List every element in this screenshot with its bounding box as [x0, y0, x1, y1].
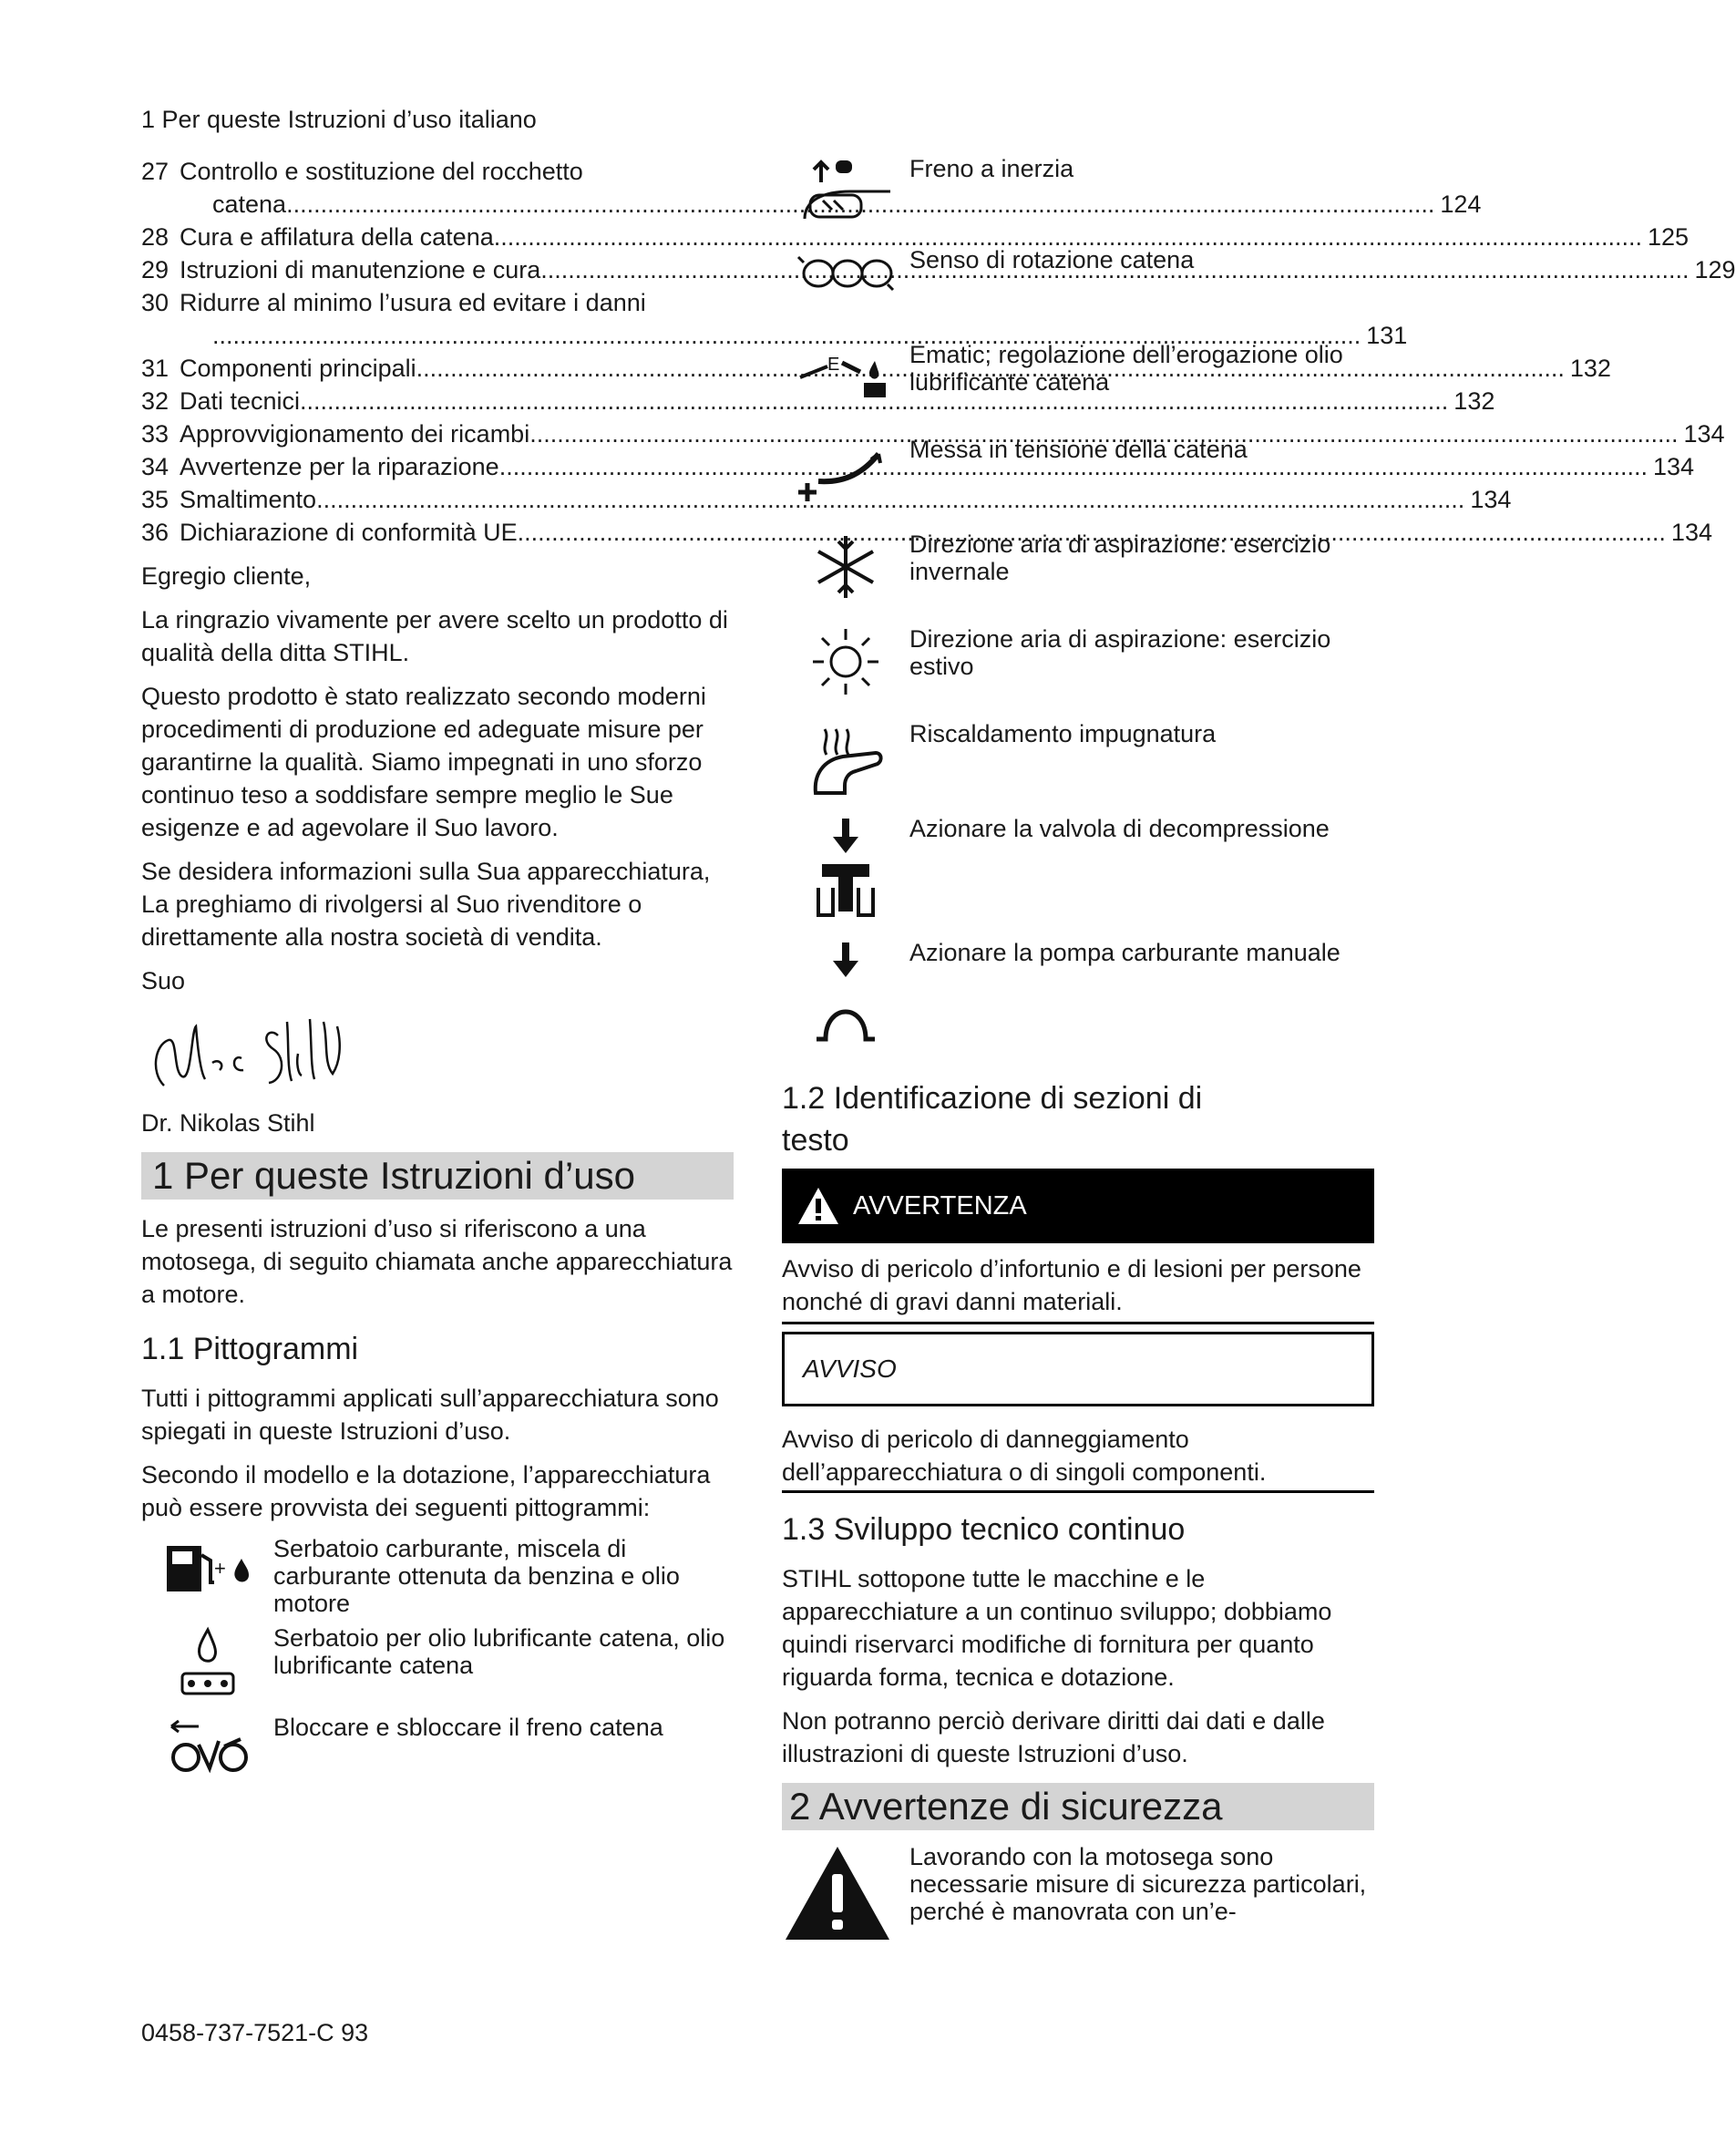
toc-number: 28 — [141, 223, 169, 251]
snowflake-icon — [809, 530, 882, 625]
sun-icon — [809, 625, 882, 720]
toc-page-number: 131 — [1366, 322, 1408, 349]
warning-label: AVVERTENZA — [853, 1191, 1027, 1220]
divider — [782, 1322, 1374, 1324]
toc-page-number: 134 — [1470, 486, 1512, 513]
picto-row — [782, 530, 1374, 625]
toc-number: 29 — [141, 256, 169, 283]
picto-row — [782, 720, 1374, 815]
picto-text: Freno a inerzia — [909, 155, 1074, 182]
toc-page-number: 125 — [1647, 223, 1690, 251]
section-1-3-p2: Non potranno perciò derivare diritti dai dati e dalle illustrazioni di queste Istruzioni d’uso. — [782, 1707, 1325, 1767]
safety-intro-row — [782, 1843, 1374, 1943]
warning-text: Avviso di pericolo d’infortunio e di lesioni per persone nonché di gravi danni materiali. — [782, 1255, 1361, 1315]
toc-page-number: 132 — [1569, 355, 1611, 382]
toc-page-number: 134 — [1652, 453, 1695, 480]
picto-text: Messa in tensione della catena — [909, 436, 1248, 463]
page-footer: 0458-737-7521-C 93 — [141, 2019, 369, 2046]
picto-text: Serbatoio per olio lubrificante catena, olio lubrificante catena — [273, 1624, 725, 1679]
toc-title-line: Controllo e sostituzione del rocchetto — [180, 158, 583, 185]
picto-row — [782, 815, 1374, 939]
toc-title: Dichiarazione di conformità UE — [180, 519, 518, 546]
toc-page-number: 134 — [1670, 519, 1712, 546]
notice-box — [782, 1332, 1374, 1406]
toc-entry[interactable] — [141, 286, 1408, 352]
running-head: 1 Per queste Istruzioni d’uso italiano — [141, 106, 537, 133]
chain-rotation-icon — [791, 246, 900, 341]
toc-title: Dati tecnici — [180, 387, 301, 415]
intro-paragraph-1: La ringrazio vivamente per avere scelto un prodotto di qualità della ditta STIHL. — [141, 606, 728, 666]
chain-tension-icon — [791, 436, 900, 530]
fuel-tank-icon — [158, 1535, 258, 1617]
picto-text: Bloccare e sbloccare il freno catena — [273, 1714, 663, 1741]
picto-text: Ematic; regolazione dell’erogazione olio lubrificante catena — [909, 341, 1343, 396]
toc-number: 32 — [141, 387, 169, 415]
toc-number: 35 — [141, 486, 169, 513]
section-1-2-title — [782, 1077, 1374, 1161]
warning-triangle-icon — [782, 1843, 893, 1943]
section-1-1-p1: Tutti i pittogrammi applicati sull’apparecchiatura sono spiegati in queste Istruzioni d’uso. — [141, 1385, 719, 1445]
toc-title: Avvertenze per la riparazione — [180, 453, 499, 480]
svg-text:E: E — [827, 355, 840, 375]
picto-row — [782, 246, 1374, 341]
toc-page-number: 134 — [1683, 420, 1725, 448]
section-1-1-title: 1.1 Pittogrammi — [141, 1332, 359, 1366]
toc-entry[interactable] — [141, 516, 1712, 549]
divider — [782, 1490, 1374, 1493]
picto-row — [782, 341, 1374, 436]
toc-title: Approvvigionamento dei ricambi — [180, 420, 530, 448]
toc-number: 30 — [141, 289, 169, 316]
toc-title: Componenti principali — [180, 355, 416, 382]
toc-page-number: 132 — [1454, 387, 1495, 415]
toc-number: 34 — [141, 453, 169, 480]
picto-row — [141, 1535, 734, 1617]
section-2-intro: Lavorando con la motosega sono necessarie misure di sicurezza particolari, perché è manovrata con un’e- — [909, 1843, 1367, 1925]
picto-text: Azionare la pompa carburante manuale — [909, 939, 1341, 966]
inertia-brake-icon — [796, 155, 896, 246]
notice-label: AVVISO — [803, 1354, 897, 1383]
section-1-2-title-text: 1.2 Identificazione di sezioni di testo — [782, 1081, 1203, 1158]
chain-brake-icon — [162, 1714, 253, 1777]
picto-text: Direzione aria di aspirazione: esercizio estivo — [909, 625, 1331, 680]
toc-number: 31 — [141, 355, 169, 382]
toc-number: 27 — [141, 158, 169, 185]
toc-title: catena — [212, 191, 287, 218]
toc-page-number: 129 — [1694, 256, 1736, 283]
toc-title: Istruzioni di manutenzione e cura — [180, 256, 541, 283]
toc-entry[interactable] — [141, 221, 1690, 253]
closing: Suo — [141, 967, 186, 994]
notice-text: Avviso di pericolo di danneggiamento dell’apparecchiatura o di singoli componenti. — [782, 1426, 1267, 1486]
picto-row — [782, 625, 1374, 720]
picto-row — [782, 939, 1374, 1070]
primer-pump-icon — [809, 939, 882, 1070]
picto-row — [141, 1624, 734, 1706]
ematic-oil-icon — [791, 341, 900, 436]
toc-title-line: Ridurre al minimo l’usura ed evitare i danni — [180, 289, 646, 316]
picto-text: Senso di rotazione catena — [909, 246, 1195, 273]
signer-name: Dr. Nikolas Stihl — [141, 1109, 315, 1137]
toc-number: 33 — [141, 420, 169, 448]
right-column — [782, 155, 1374, 1943]
section-1-3-p1: STIHL sottopone tutte le macchine e le apparecchiature a un continuo sviluppo; dobbiamo quindi riservarci modifiche di fornitura per quanto riguarda forma, tecnica e dotazione. — [782, 1565, 1332, 1691]
section-1-title: 1 Per queste Istruzioni d’uso — [141, 1152, 734, 1200]
picto-text: Direzione aria di aspirazione: esercizio invernale — [909, 530, 1331, 585]
picto-text: Riscaldamento impugnatura — [909, 720, 1217, 747]
toc-title: Cura e affilatura della catena — [180, 223, 494, 251]
svg-text:+: + — [213, 1557, 226, 1580]
toc-number: 36 — [141, 519, 169, 546]
chain-oil-tank-icon — [171, 1624, 244, 1706]
toc-entry[interactable] — [141, 450, 1695, 483]
section-1-3-title: 1.3 Sviluppo tecnico continuo — [782, 1512, 1186, 1547]
section-2-title: 2 Avvertenze di sicurezza — [782, 1783, 1374, 1830]
intro-paragraph-2: Questo prodotto è stato realizzato secondo moderni procedimenti di produzione ed adeguate misure per garantirne la qualità. Siamo impegnati in uno sforzo continuo teso a soddisfare sempre meglio le Sue esigenze e ad agevolare il Suo lavoro. — [141, 683, 706, 841]
picto-row — [141, 1714, 734, 1777]
section-1-1-p2: Secondo il modello e la dotazione, l’apparecchiatura può essere provvista dei seguenti pittogrammi: — [141, 1461, 711, 1521]
toc-page-number: 124 — [1440, 191, 1482, 218]
warning-banner — [782, 1169, 1374, 1243]
picto-row — [782, 155, 1374, 246]
greeting: Egregio cliente, — [141, 562, 312, 590]
signature-image — [141, 1008, 734, 1099]
picto-text: Serbatoio carburante, miscela di carburante ottenuta da benzina e olio motore — [273, 1535, 680, 1617]
section-1-intro: Le presenti istruzioni d’uso si riferiscono a una motosega, di seguito chiamata anche apparecchiatura a motore. — [141, 1215, 733, 1308]
intro-paragraph-3: Se desidera informazioni sulla Sua apparecchiatura, La preghiamo di rivolgersi al Suo rivenditore o direttamente alla nostra società di vendita. — [141, 858, 711, 951]
decompression-valve-icon — [809, 815, 882, 939]
picto-text: Azionare la valvola di decompressione — [909, 815, 1330, 842]
toc-entry[interactable] — [141, 385, 1495, 417]
picto-row — [782, 436, 1374, 530]
warning-triangle-icon — [796, 1186, 840, 1226]
handle-heating-icon — [805, 720, 887, 815]
toc-title: Smaltimento — [180, 486, 317, 513]
toc-entry[interactable] — [141, 483, 1512, 516]
